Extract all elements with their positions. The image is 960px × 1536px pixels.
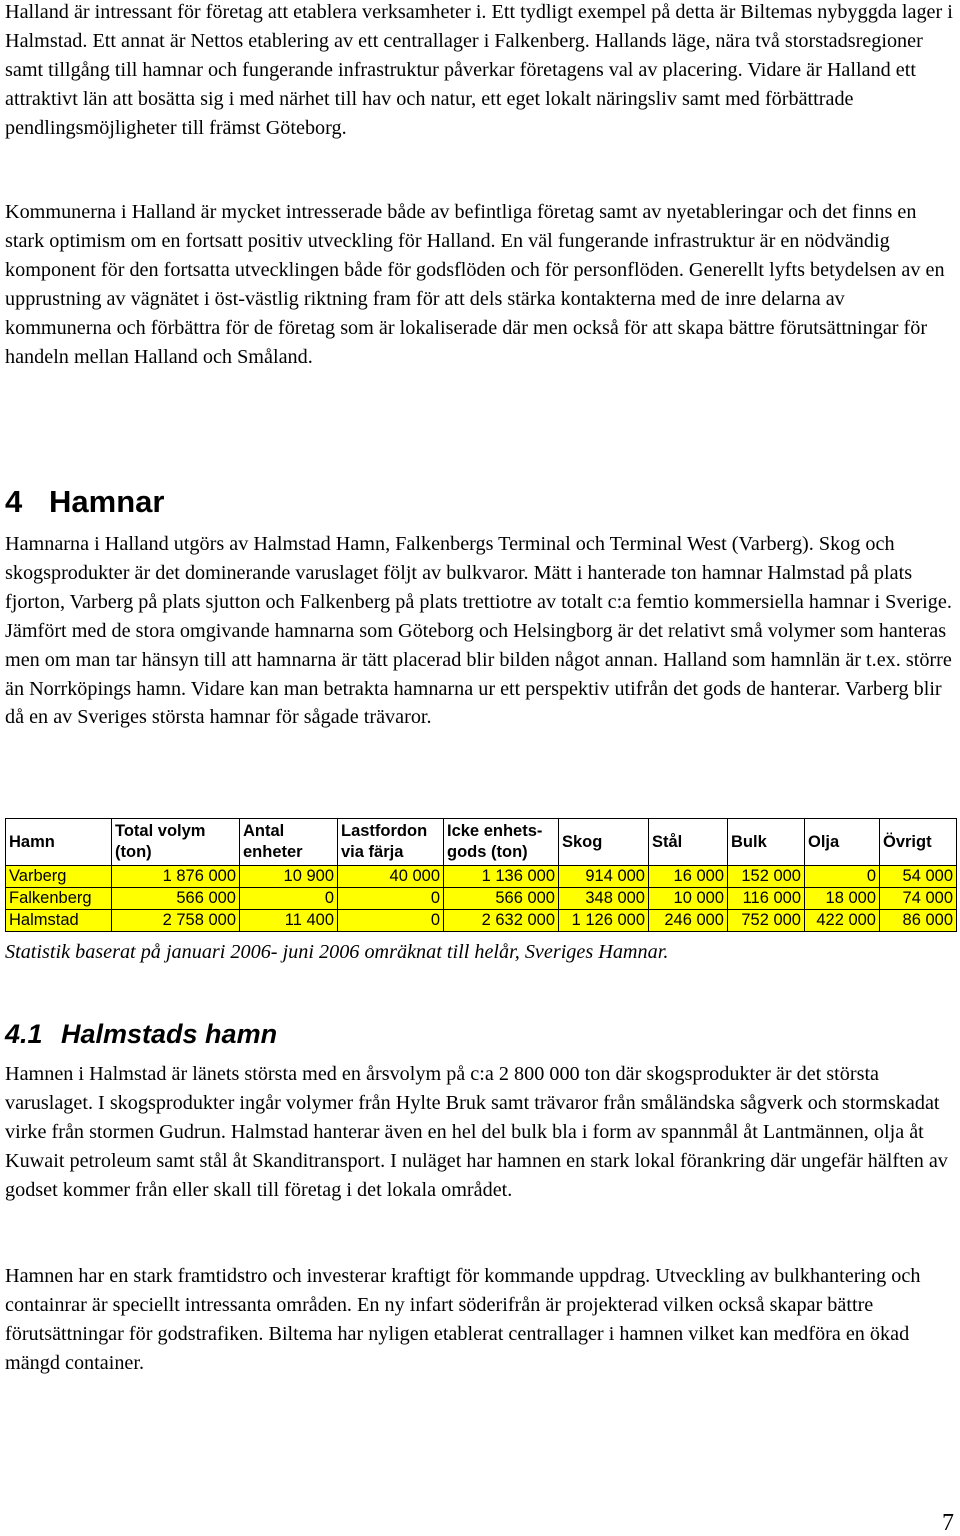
table-cell: 86 000	[880, 910, 957, 932]
table-cell: 74 000	[880, 888, 957, 910]
col-header-skog: Skog	[559, 819, 649, 866]
section-title: Hamnar	[49, 484, 165, 519]
table-cell: 10 000	[649, 888, 728, 910]
table-cell: 152 000	[728, 866, 805, 888]
col-header-lastfordon: Lastfordon via färja	[338, 819, 444, 866]
section-title: Halmstads hamn	[61, 1019, 278, 1049]
section-number: 4	[5, 484, 23, 519]
table-cell: 246 000	[649, 910, 728, 932]
table-cell: 1 126 000	[559, 910, 649, 932]
table-cell: 1 876 000	[112, 866, 240, 888]
page-number: 7	[942, 1510, 954, 1536]
table-caption: Statistik baserat på januari 2006- juni 2006 omräknat till helår, Sveriges Hamnar.	[5, 941, 669, 963]
table-cell: 1 136 000	[444, 866, 559, 888]
table-cell: 10 900	[240, 866, 338, 888]
paragraph-intro-2: Kommunerna i Halland är mycket intresserade både av befintliga företag samt av nyetableringar och det finns en stark optimism om en fortsatt positiv utveckling för Halland. En väl fungerande infrastruktur är en nödvändig komponent för den fortsatta utvecklingen både för godsflöden och för personflöden. Generellt lyfts betydelsen av en upprustning av vägnätet i öst-västlig riktning fram för att dels stärka kontakterna med de inre delarna av kommunerna och förbättra för de företag som är lokaliserade där men också för att skapa bättre förutsättningar för handeln mellan Halland och Småland.	[5, 201, 945, 368]
table-cell: 2 758 000	[112, 910, 240, 932]
section-heading-4-1	[5, 1019, 277, 1050]
paragraph-intro-1: Halland är intressant för företag att etablera verksamheter i. Ett tydligt exempel på detta är Biltemas nybyggda lager i Halmstad. Ett annat är Nettos etablering av ett centrallager i Falkenberg. Hallands läge, nära två storstadsregioner samt tillgång till hamnar och fungerande infrastruktur påverkar företagens val av placering. Vidare är Halland ett attraktivt län att bosätta sig i med närhet till hav och natur, ett eget lokalt näringsliv samt med förbättrade pendlingsmöjligheter till främst Göteborg.	[5, 1, 953, 139]
col-header-ovrigt: Övrigt	[880, 819, 957, 866]
col-header-total-volym: Total volym (ton)	[112, 819, 240, 866]
port-statistics-table	[5, 818, 957, 932]
table-cell: 16 000	[649, 866, 728, 888]
table-cell: 566 000	[444, 888, 559, 910]
table-cell: 54 000	[880, 866, 957, 888]
table-row	[6, 888, 957, 910]
table-row	[6, 910, 957, 932]
section-heading-4	[5, 484, 164, 520]
table-cell: 914 000	[559, 866, 649, 888]
col-header-olja: Olja	[805, 819, 880, 866]
col-header-hamn: Hamn	[6, 819, 112, 866]
col-header-stal: Stål	[649, 819, 728, 866]
table-header-row	[6, 819, 957, 866]
table-cell: 40 000	[338, 866, 444, 888]
table-cell: 0	[338, 910, 444, 932]
col-header-bulk: Bulk	[728, 819, 805, 866]
table-cell: Halmstad	[6, 910, 112, 932]
col-header-antal-enheter: Antal enheter	[240, 819, 338, 866]
table-cell: 0	[805, 866, 880, 888]
table-cell: 752 000	[728, 910, 805, 932]
table-cell: 0	[338, 888, 444, 910]
col-header-icke-enhetsgods: Icke enhets- gods (ton)	[444, 819, 559, 866]
paragraph-hamnar: Hamnarna i Halland utgörs av Halmstad Hamn, Falkenbergs Terminal och Terminal West (Varberg). Skog och skogsprodukter är det dominerande varuslaget följt av bulkvaror. Mätt i hanterade ton hamnar Halmstad på plats fjorton, Varberg på plats sjutton och Falkenberg på plats trettiotre av totalt c:a femtio kommersiella hamnar i Sverige. Jämfört med de stora omgivande hamnarna som Göteborg och Helsingborg är det relativt små volymer som hanteras men om man tar hänsyn till att hamnarna är tätt placerad blir bilden något annan. Halland som hamnlän är t.ex. större än Norrköpings hamn. Vidare kan man betrakta hamnarna ur ett perspektiv utifrån det gods de hanterar. Varberg blir då en av Sveriges största hamnar för sågade trävaror.	[5, 533, 952, 729]
table-row	[6, 866, 957, 888]
section-number: 4.1	[5, 1019, 43, 1049]
table-cell: Falkenberg	[6, 888, 112, 910]
table-cell: 116 000	[728, 888, 805, 910]
table-cell: 348 000	[559, 888, 649, 910]
table-cell: 0	[240, 888, 338, 910]
paragraph-halmstad-2: Hamnen har en stark framtidstro och investerar kraftigt för kommande uppdrag. Utveckling av bulkhantering och containrar är speciellt intressanta områden. En ny infart söderifrån är projekterad vilken också skapar bättre förutsättningar för godstrafiken. Biltema har nyligen etablerat centrallager i hamnen vilket kan medföra en ökad mängd container.	[5, 1265, 921, 1374]
table-cell: 11 400	[240, 910, 338, 932]
table-cell: 2 632 000	[444, 910, 559, 932]
table-cell: 422 000	[805, 910, 880, 932]
table-cell: 18 000	[805, 888, 880, 910]
table-cell: Varberg	[6, 866, 112, 888]
table-cell: 566 000	[112, 888, 240, 910]
paragraph-halmstad-1: Hamnen i Halmstad är länets största med en årsvolym på c:a 2 800 000 ton där skogsprodukter är det största varuslaget. I skogsprodukter ingår volymer från Hylte Bruk samt trävaror från småländska sågverk och stormskadat virke från stormen Gudrun. Halmstad hanterar även en hel del bulk bla i form av spannmål åt Lantmännen, olja åt Kuwait petroleum samt stål åt Skanditransport. I nuläget har hamnen en stark lokal förankring där ungefär hälften av godset kommer från eller skall till företag i det lokala området.	[5, 1063, 948, 1201]
